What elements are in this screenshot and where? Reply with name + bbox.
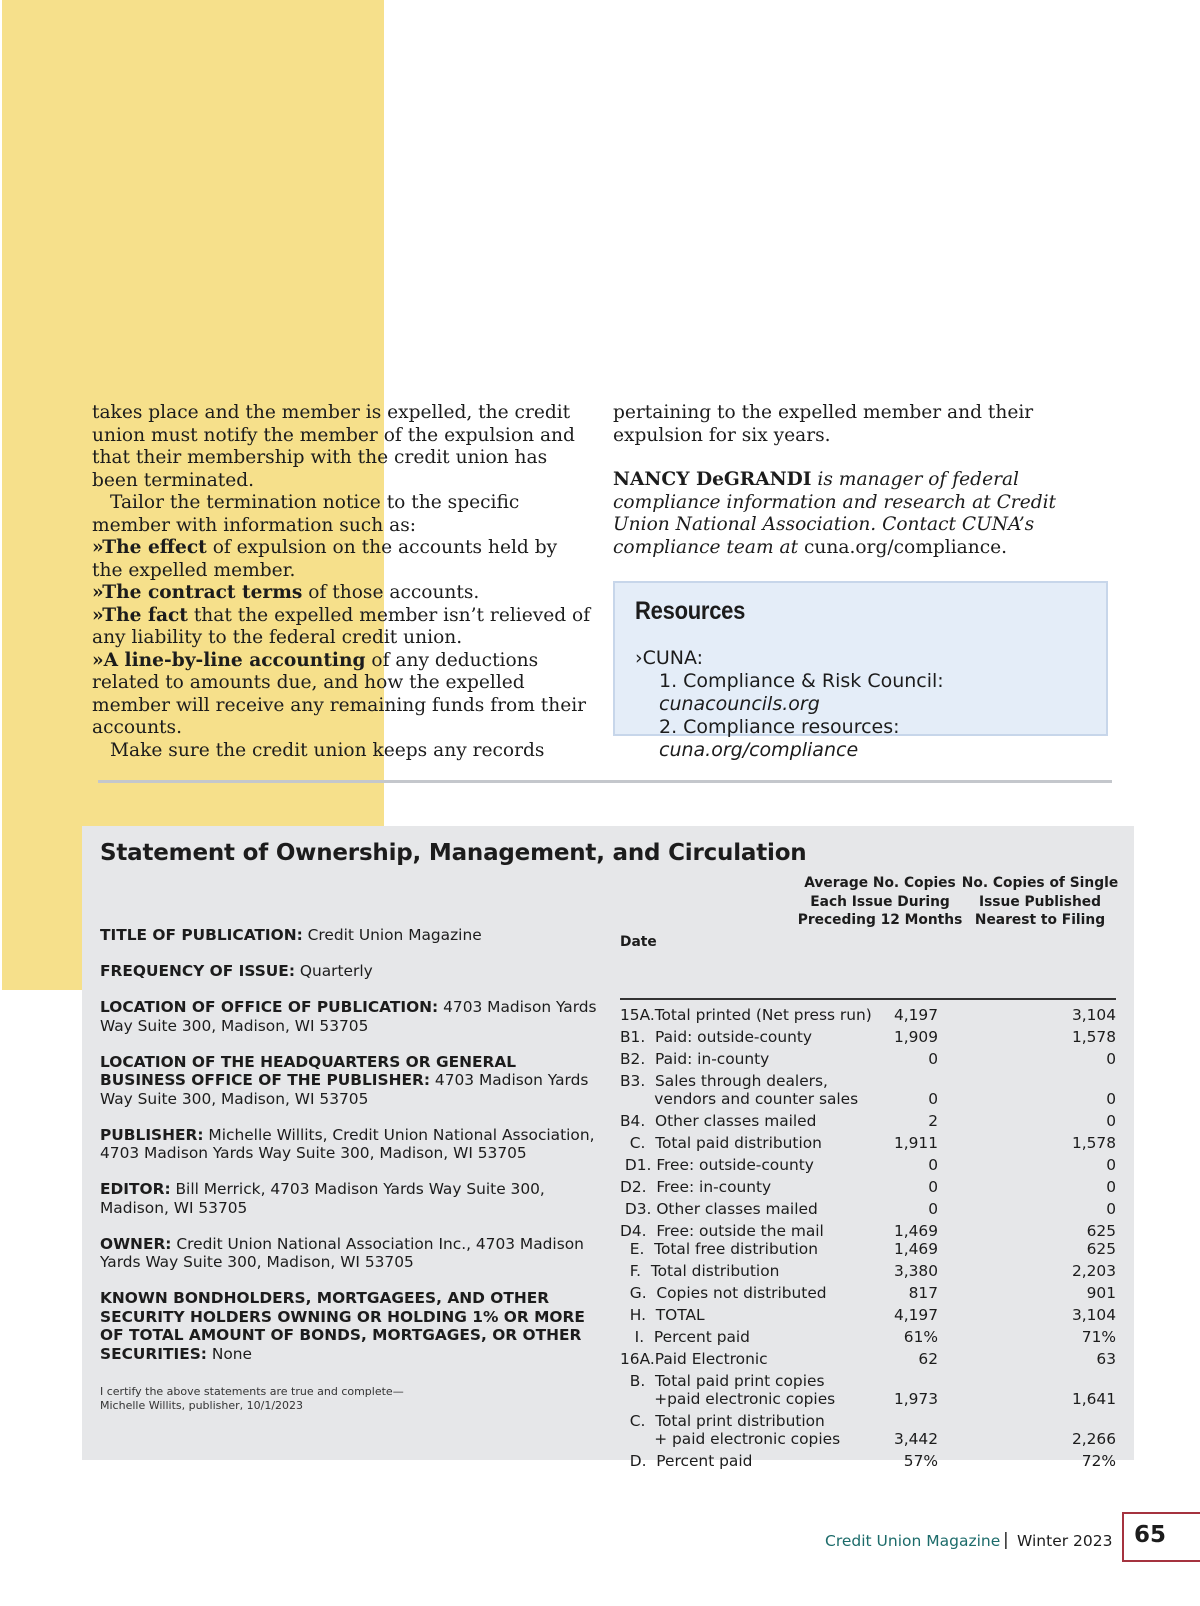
table-body [620,1004,1116,1472]
table-row [620,1154,1116,1176]
certify-line: Michelle Willits, publisher, 10/1/2023 [100,1399,304,1412]
field-label: FREQUENCY OF ISSUE: [100,962,295,980]
statement-field [100,1126,600,1163]
row-label: B4. Other classes mailed [620,1112,817,1130]
row-label: F. Total distribution [620,1262,780,1280]
row-label: B3. Sales through dealers, vendors and counter sales [620,1072,859,1108]
row-single-issue-value: 3,104 [1071,1006,1116,1024]
table-row [620,1348,1116,1370]
bullet-bold: The contract terms [102,582,303,603]
row-single-issue-value: 2,203 [1071,1262,1116,1280]
resource-item [635,716,1086,762]
header-line: Average No. Copies [804,875,956,891]
row-label: B2. Paid: in-county [620,1050,770,1068]
header-line: Nearest to Filing [974,912,1106,928]
field-label: OWNER: [100,1234,172,1253]
field-label: TITLE OF PUBLICATION: [100,926,303,944]
row-single-issue-value: 2,266 [1071,1430,1116,1448]
row-label: D. Percent paid [620,1452,753,1470]
footer-magazine-name: Credit Union Magazine [825,1532,1001,1550]
field-value: Quarterly [294,962,373,980]
statement-field [100,962,600,981]
row-label: B1. Paid: outside-county [620,1028,812,1046]
row-label: H. TOTAL [620,1306,705,1324]
table-row [620,1370,1116,1410]
resources-heading-text: CUNA: [642,647,704,669]
resource-item [635,670,1086,716]
resources-box [613,581,1108,761]
table-row [620,1176,1116,1198]
row-average-value: 4,197 [893,1306,938,1324]
row-average-value: 4,197 [893,1006,938,1024]
table-row [620,1048,1116,1070]
article-bullet [92,537,592,582]
section-divider [98,780,1112,783]
table-header [620,874,1119,936]
row-single-issue-value: 3,104 [1071,1306,1116,1324]
row-single-issue-value: 901 [1086,1284,1116,1302]
column-header-average [792,874,968,930]
table-row [620,1198,1116,1220]
table-row [620,1260,1116,1282]
bullet-marker: » [92,582,103,603]
table-row [620,1110,1116,1132]
field-value: 4703 Madison Yards Way Suite 300, Madison, WI 53705 [100,998,597,1035]
field-label: LOCATION OF OFFICE OF PUBLICATION: [100,998,439,1016]
row-single-issue-value: 0 [1106,1156,1116,1174]
row-label: 15A.Total printed (Net press run) [620,1006,872,1024]
resources-title: Resources [635,597,746,625]
bullet-text: of those accounts. [302,582,480,603]
table-row [620,1282,1116,1304]
row-label: C. Total paid distribution [620,1134,822,1152]
table-row [620,1304,1116,1326]
row-single-issue-value: 0 [1106,1200,1116,1218]
row-average-value: 0 [928,1090,938,1108]
row-label: D1. Free: outside-county [620,1156,814,1174]
article-bullet [92,605,592,650]
statement-field [100,998,600,1035]
field-label: EDITOR: [100,1180,171,1198]
bullet-bold: A line-by-line accounting [103,649,366,671]
field-value: Credit Union Magazine [302,926,482,944]
row-label: I. Percent paid [620,1328,750,1346]
article-paragraph: pertaining to the expelled member and their expulsion for six years. [613,402,1034,446]
article-paragraph: takes place and the member is expelled, the credit union must notify the member of the expulsion and that their membership with the credit union has been terminated. [92,402,575,491]
date-column-label: Date [620,934,657,950]
resource-item-text: 2. Compliance resources: [659,716,900,738]
header-line: Each Issue During [810,893,950,910]
certify-line: I certify the above statements are true and complete— [100,1385,404,1398]
statement-field [100,1289,600,1363]
row-average-value: 0 [928,1200,938,1218]
row-single-issue-value: 0 [1106,1050,1116,1068]
header-line: Preceding 12 Months [797,912,963,928]
table-row [620,1132,1116,1154]
table-row [620,1004,1116,1026]
statement-field [100,1235,600,1272]
table-row [620,1220,1116,1260]
table-header-rule [620,998,1116,1000]
page-number: 65 [1134,1522,1167,1548]
row-average-value: 1,469 1,469 [893,1222,938,1258]
bullet-text: of expulsion on the accounts held by the expelled member. [92,537,558,581]
chevron-right-icon: › [635,647,643,669]
article-left-column [92,402,592,762]
field-value: 4703 Madison Yards Way Suite 300, Madison, WI 53705 [100,1071,589,1108]
row-single-issue-value: 0 [1106,1178,1116,1196]
certification-note [100,1385,600,1413]
row-label: D3. Other classes mailed [620,1200,818,1218]
article-bullet [92,650,592,740]
row-average-value: 0 [928,1178,938,1196]
row-average-value: 3,380 [893,1262,938,1280]
author-bio [613,469,1113,559]
bullet-bold: The fact [102,604,188,626]
row-single-issue-value: 1,641 [1071,1390,1116,1408]
field-value: None [206,1344,252,1363]
row-single-issue-value: 0 [1106,1090,1116,1108]
table-row [620,1450,1116,1472]
row-average-value: 1,973 [893,1390,938,1408]
row-single-issue-value: 0 [1106,1112,1116,1130]
statement-field [100,926,600,945]
resource-link[interactable]: cunacouncils.org [659,693,820,715]
article-paragraph: Tailor the termination notice to the specific member with information such as: [92,492,520,536]
table-row [620,1410,1116,1450]
field-value: Bill Merrick, 4703 Madison Yards Way Suite 300, Madison, WI 53705 [100,1180,545,1217]
compliance-link[interactable]: cuna.org/compliance. [798,536,1008,558]
resources-heading [635,646,1086,670]
table-row [620,1326,1116,1348]
row-single-issue-value: 1,578 [1071,1028,1116,1046]
resource-item-text: 1. Compliance & Risk Council: [659,670,944,692]
footer-separator: | [1003,1530,1009,1550]
field-label: LOCATION OF THE HEADQUARTERS OR GENERAL BUSINESS OFFICE OF THE PUBLISHER: [100,1052,517,1089]
row-single-issue-value: 1,578 [1071,1134,1116,1152]
statement-fields [100,926,600,1431]
row-label: C. Total print distribution + paid electronic copies [629,1412,841,1448]
row-label: 16A.Paid Electronic [620,1350,768,1368]
article-bullet [92,582,592,605]
row-average-value: 57% [903,1452,938,1470]
article-right-column [613,402,1113,559]
bullet-marker: » [92,537,103,558]
row-average-value: 62 [918,1350,938,1368]
header-line: No. Copies of Single [961,875,1119,891]
column-header-single-issue [956,874,1124,930]
row-average-value: 1,911 [893,1134,938,1152]
circulation-table [620,874,1119,1470]
bullet-marker: » [92,604,103,626]
bullet-text: that the expelled member isn’t relieved of any liability to the federal credit union. [92,604,591,648]
row-average-value: 3,442 [893,1430,938,1448]
table-row [620,1070,1116,1110]
row-average-value: 61% [903,1328,938,1346]
field-label: PUBLISHER: [100,1125,204,1144]
field-label: KNOWN BONDHOLDERS, MORTGAGEES, AND OTHER SECURITY HOLDERS OWNING OR HOLDING 1% OR MORE OF TOTAL AMOUNT OF BONDS, MORTGAGES, OR OTHER SECURITIES: [100,1289,585,1363]
bullet-text: of any deductions related to amounts due, and how the expelled member will receive any remaining funds from their accounts. [92,649,587,738]
row-average-value: 1,909 [893,1028,938,1046]
resource-link[interactable]: cuna.org/compliance [659,739,859,761]
statement-of-ownership [82,826,1134,1470]
row-average-value: 817 [908,1284,938,1302]
row-average-value: 0 [928,1050,938,1068]
statement-field [100,1053,600,1109]
row-single-issue-value: 63 [1096,1350,1116,1368]
field-value: Michelle Willits, Credit Union National Association, 4703 Madison Yards Way Suite 300, Madison, WI 53705 [100,1125,595,1162]
row-label: G. Copies not distributed [620,1284,827,1302]
row-single-issue-value: 72% [1081,1452,1116,1470]
row-average-value: 2 [928,1112,938,1130]
field-value: Credit Union National Association Inc., 4703 Madison Yards Way Suite 300, Madison, WI 53705 [100,1234,584,1271]
author-bio-text: is manager of federal compliance information and research at Credit Union National Association. Contact CUNA’s compliance team at [613,469,1057,558]
row-label: B. Total paid print copies +paid electronic copies [629,1372,836,1408]
bullet-bold: The effect [102,537,207,558]
table-row [620,1026,1116,1048]
row-label: D2. Free: in-county [620,1178,772,1196]
row-single-issue-value: 625 625 [1086,1222,1116,1258]
statement-title: Statement of Ownership, Management, and Circulation [100,840,807,866]
row-label: D4. Free: outside the mail E. Total free distribution [620,1222,824,1258]
row-average-value: 0 [928,1156,938,1174]
row-single-issue-value: 71% [1081,1328,1116,1346]
footer-issue: Winter 2023 [1017,1532,1113,1550]
statement-field [100,1180,600,1217]
article-paragraph: Make sure the credit union keeps any records [110,739,545,761]
bullet-marker: » [92,649,104,671]
header-line: Issue Published [978,893,1102,910]
author-name: NANCY DeGRANDI [613,469,812,490]
